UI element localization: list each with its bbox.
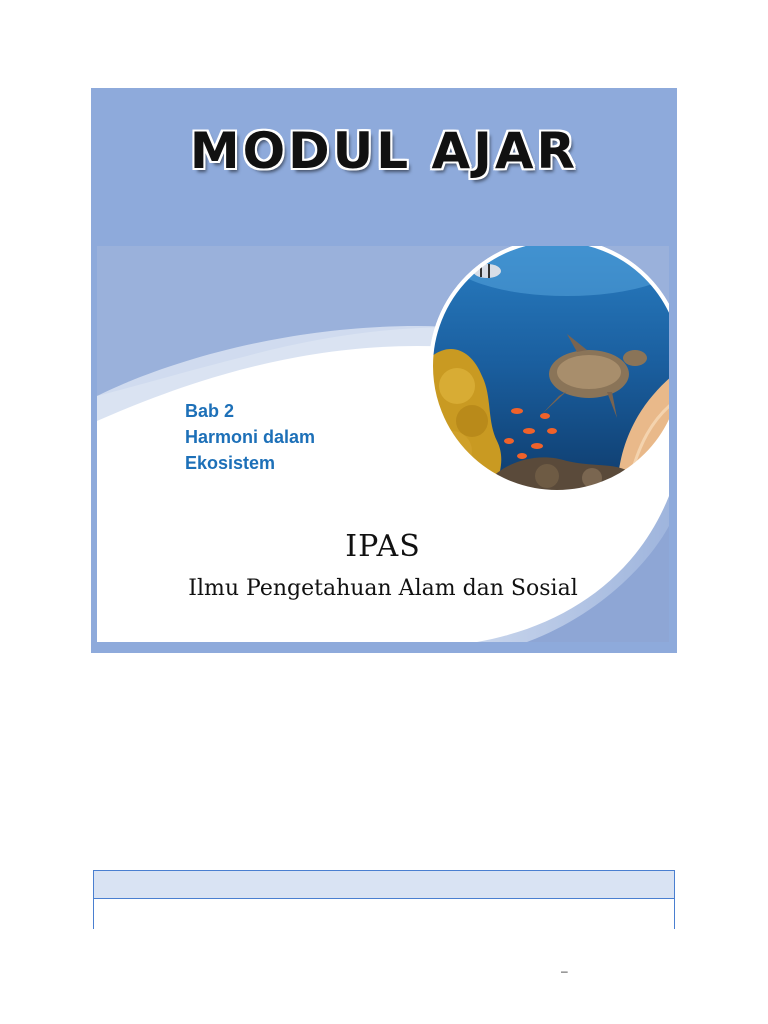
subject-title: IPAS (345, 529, 421, 564)
chapter-heading (185, 398, 315, 476)
cover-card (97, 246, 669, 642)
subject-full-name: Ilmu Pengetahuan Alam dan Sosial (188, 576, 578, 601)
chapter-title-line2: Ekosistem (185, 453, 276, 473)
info-table-header-row (94, 871, 674, 899)
page-footer-mark: – (561, 964, 568, 978)
chapter-title-line1: Harmoni dalam (185, 427, 316, 447)
info-table (93, 870, 675, 929)
chapter-number: Bab 2 (185, 401, 235, 421)
cover-title: MODUL AJAR (189, 122, 579, 180)
info-table-body-row (94, 899, 674, 929)
cover-panel (91, 88, 677, 653)
